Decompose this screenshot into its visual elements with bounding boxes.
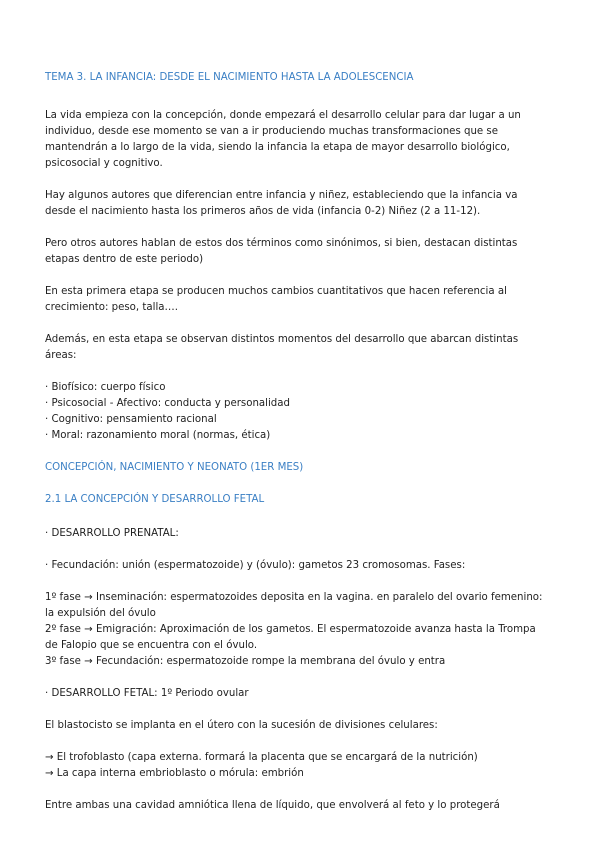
paragraph-cambios: En esta primera etapa se producen muchos cambios cuantitativos que hacen referencia al crecimiento: peso, talla…. <box>45 286 507 313</box>
list-item: · Cognitivo: pensamiento racional <box>45 414 217 425</box>
areas-list <box>45 380 545 444</box>
blastocisto-line: El blastocisto se implanta en el útero con la sucesión de divisiones celulares: <box>45 720 438 731</box>
document-page <box>45 70 545 814</box>
paragraph-areas-intro: Además, en esta etapa se observan distintos momentos del desarrollo que abarcan distintas áreas: <box>45 334 519 361</box>
fase-3: 3º fase → Fecundación: espermatozoide rompe la membrana del óvulo y entra <box>45 656 446 667</box>
paragraph-sinonimos: Pero otros autores hablan de estos dos términos como sinónimos, si bien, destacan distintas etapas dentro de este periodo) <box>45 238 518 265</box>
fase-1: 1º fase → Inseminación: espermatozoides deposita en la vagina. en paralelo del ovario femenino: la expulsión del óvulo <box>45 592 543 619</box>
document-title: TEMA 3. LA INFANCIA: DESDE EL NACIMIENTO HASTA LA ADOLESCENCIA <box>45 72 414 83</box>
paragraph-intro: La vida empieza con la concepción, donde empezará el desarrollo celular para dar lugar a un individuo, desde ese momento se van a ir produciendo muchas transformaciones que se mantendrán a lo largo de la vida, siendo la infancia la etapa de mayor desarrollo biológico, psicosocial y cognitivo. <box>45 110 521 169</box>
prenatal-heading: · DESARROLLO PRENATAL: <box>45 528 179 539</box>
fetal-heading: · DESARROLLO FETAL: 1º Periodo ovular <box>45 688 249 699</box>
section-heading: CONCEPCIÓN, NACIMIENTO Y NEONATO (1ER MES) <box>45 462 304 473</box>
trofoblasto-line: → El trofoblasto (capa externa. formará la placenta que se encargará de la nutrición) <box>45 752 478 763</box>
paragraph-infancia-ninez: Hay algunos autores que diferencian entre infancia y niñez, estableciendo que la infancia va desde el nacimiento hasta los primeros años de vida (infancia 0-2) Niñez (2 a 11-12). <box>45 190 518 217</box>
capa-interna-line: → La capa interna embrioblasto o mórula: embrión <box>45 768 304 779</box>
subsection-heading: 2.1 LA CONCEPCIÓN Y DESARROLLO FETAL <box>45 494 265 505</box>
list-item: · Moral: razonamiento moral (normas, ética) <box>45 430 271 441</box>
list-item: · Psicosocial - Afectivo: conducta y personalidad <box>45 398 290 409</box>
fecundacion-line: · Fecundación: unión (espermatozoide) y (óvulo): gametos 23 cromosomas. Fases: <box>45 560 466 571</box>
cavidad-line: Entre ambas una cavidad amniótica llena de líquido, que envolverá al feto y lo protegerá <box>45 800 500 811</box>
list-item: · Biofísico: cuerpo físico <box>45 382 166 393</box>
fase-2: 2º fase → Emigración: Aproximación de los gametos. El espermatozoide avanza hasta la Trompa de Falopio que se encuentra con el óvulo. <box>45 624 536 651</box>
